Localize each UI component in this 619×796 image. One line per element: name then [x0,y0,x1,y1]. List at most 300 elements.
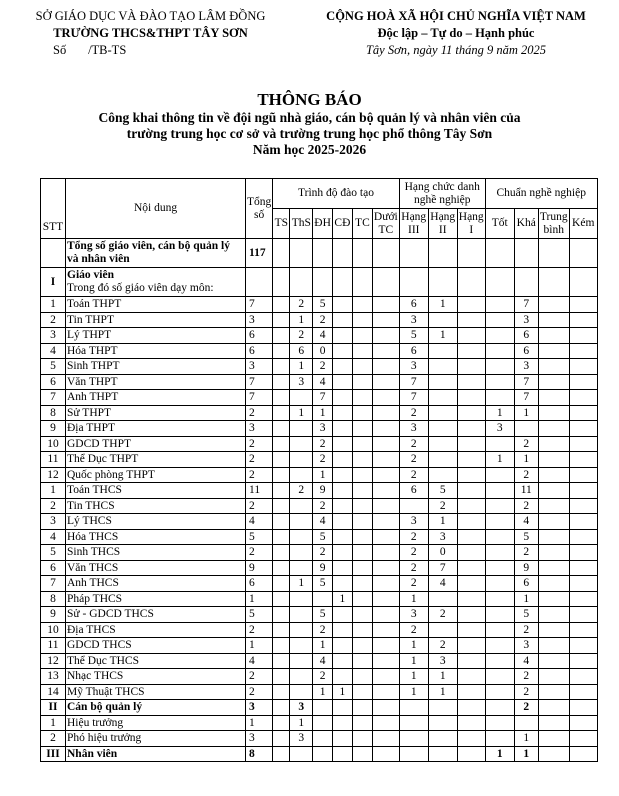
cell-noi-dung: Pháp THCS [66,591,246,607]
cell-noi-dung: Lý THPT [66,328,246,344]
cell-value [457,436,485,452]
cell-value: 3 [290,374,313,390]
cell-value [485,545,514,561]
cell-value [457,452,485,468]
cell-value [372,421,399,437]
table-row [41,545,598,561]
cell-value [399,746,428,762]
cell-value [457,343,485,359]
cell-value: 6 [246,343,273,359]
cell-value [428,343,457,359]
cell-value [428,591,457,607]
table-row [41,390,598,406]
header-left [8,8,293,59]
cell-stt: 6 [41,560,66,576]
cell-value [485,359,514,375]
cell-value: 6 [290,343,313,359]
table-row [41,467,598,483]
cell-value [569,498,597,514]
subheader-col: Hạng I [457,209,485,239]
cell-value: 1 [313,684,333,700]
cell-value: 2 [399,576,428,592]
table-row [41,421,598,437]
cell-value [428,467,457,483]
cell-stt: 3 [41,514,66,530]
cell-value: 3 [313,421,333,437]
cell-value [352,343,372,359]
cell-value [569,374,597,390]
subheader-col: CĐ [332,209,352,239]
cell-value [538,576,569,592]
cell-value [538,239,569,268]
cell-value [352,653,372,669]
cell-value: 1 [514,591,538,607]
cell-value [290,390,313,406]
cell-value: 1 [428,684,457,700]
cell-value: 7 [246,297,273,313]
cell-value [273,297,290,313]
title-line-2: trường trung học cơ sở và trường trung học phổ thông Tây Sơn [126,126,493,141]
cell-value [290,436,313,452]
cell-noi-dung: Sinh THCS [66,545,246,561]
cell-value: 2 [246,452,273,468]
cell-value [538,328,569,344]
cell-value: 4 [246,653,273,669]
cell-value [428,268,457,297]
cell-stt: 7 [41,576,66,592]
cell-value [273,343,290,359]
cell-value [332,343,352,359]
cell-value: 1 [399,638,428,654]
cell-value [485,669,514,685]
cell-value: 2 [313,359,333,375]
subheader-col: Dưới TC [372,209,399,239]
cell-noi-dung: GDCD THPT [66,436,246,452]
cell-value [290,591,313,607]
cell-value: 2 [246,467,273,483]
cell-value: 1 [332,591,352,607]
cell-value [538,607,569,623]
cell-value [569,700,597,716]
cell-stt: 9 [41,421,66,437]
header-trinh-do: Trình độ đào tạo [273,179,399,209]
cell-value [332,374,352,390]
cell-value [569,607,597,623]
cell-value [352,312,372,328]
cell-value [246,268,273,297]
cell-stt: 4 [41,343,66,359]
cell-stt: 9 [41,607,66,623]
cell-value [332,498,352,514]
cell-value: 4 [313,374,333,390]
cell-value [428,359,457,375]
cell-value [372,390,399,406]
cell-value [352,715,372,731]
cell-value [538,483,569,499]
cell-value [332,390,352,406]
cell-value [290,638,313,654]
school-name: TRƯỜNG THCS&THPT TÂY SƠN [53,26,248,40]
cell-value [332,467,352,483]
cell-value [399,268,428,297]
header-noi-dung: Nội dung [66,179,246,239]
cell-value [372,545,399,561]
cell-value: 3 [246,731,273,747]
cell-value [273,390,290,406]
table-row [41,622,598,638]
cell-stt: III [41,746,66,762]
cell-value [352,560,372,576]
cell-value: 5 [514,529,538,545]
cell-value [372,653,399,669]
cell-value: 2 [399,545,428,561]
subheader-col: Tốt [485,209,514,239]
header-hang-chuc-danh: Hạng chức danh nghề nghiệp [399,179,485,209]
cell-value [372,638,399,654]
table-row [41,591,598,607]
cell-value [485,622,514,638]
cell-value: 4 [514,514,538,530]
cell-value [290,684,313,700]
cell-value: 2 [399,405,428,421]
cell-value: 1 [514,452,538,468]
cell-value [457,576,485,592]
table-row [41,731,598,747]
cell-value [457,390,485,406]
cell-value [428,312,457,328]
cell-value: 5 [399,328,428,344]
cell-noi-dung [66,268,246,297]
cell-value [352,607,372,623]
cell-value [457,653,485,669]
cell-value [428,405,457,421]
cell-value [372,297,399,313]
cell-value [538,390,569,406]
cell-value: 3 [399,359,428,375]
table-row [41,239,598,268]
cell-noi-dung: Lý THCS [66,514,246,530]
cell-stt: 2 [41,312,66,328]
cell-value: 6 [399,297,428,313]
cell-value [372,359,399,375]
cell-stt: 8 [41,405,66,421]
cell-value: 4 [313,328,333,344]
cell-value: 1 [485,405,514,421]
cell-value: 3 [399,607,428,623]
cell-value [457,591,485,607]
cell-value: 1 [332,684,352,700]
cell-value: 5 [246,529,273,545]
cell-value: 1 [399,653,428,669]
cell-value: 7 [399,390,428,406]
cell-value [485,343,514,359]
cell-value [332,731,352,747]
cell-value [457,638,485,654]
table-row [41,638,598,654]
cell-stt: 13 [41,669,66,685]
cell-value: 9 [246,560,273,576]
cell-value [352,421,372,437]
cell-value: 2 [246,669,273,685]
cell-value [569,239,597,268]
cell-value: 2 [399,467,428,483]
cell-value: 4 [514,653,538,669]
cell-value [332,560,352,576]
cell-value [485,715,514,731]
cell-noi-dung: Hóa THCS [66,529,246,545]
cell-value [273,591,290,607]
cell-value: 3 [399,514,428,530]
cell-value: 4 [313,514,333,530]
cell-value [273,405,290,421]
cell-stt: 8 [41,591,66,607]
cell-value: 1 [290,715,313,731]
cell-value [372,405,399,421]
cell-value [273,514,290,530]
cell-value: 2 [428,638,457,654]
cell-value: 9 [313,560,333,576]
cell-noi-dung: Văn THCS [66,560,246,576]
cell-value [514,715,538,731]
cell-stt: 1 [41,715,66,731]
cell-value: 2 [313,545,333,561]
cell-value [485,591,514,607]
cell-stt: 4 [41,529,66,545]
cell-value: 3 [428,529,457,545]
cell-value [457,483,485,499]
cell-value [485,560,514,576]
cell-stt: 14 [41,684,66,700]
cell-stt: 2 [41,498,66,514]
cell-noi-dung: Mỹ Thuật THCS [66,684,246,700]
motto: Độc lập – Tự do – Hạnh phúc [377,26,535,40]
cell-value [352,622,372,638]
cell-value [352,467,372,483]
cell-value [372,343,399,359]
cell-value [372,467,399,483]
cell-value [428,374,457,390]
cell-value: 7 [514,390,538,406]
cell-value [313,746,333,762]
cell-value [514,268,538,297]
cell-stt: 3 [41,328,66,344]
cell-value [538,622,569,638]
cell-value [428,436,457,452]
cell-value [372,669,399,685]
cell-value: 1 [399,684,428,700]
cell-value: 7 [246,374,273,390]
cell-noi-dung: Tổng số giáo viên, cán bộ quản lý và nhân viên [66,239,246,268]
cell-value [273,700,290,716]
cell-value [313,268,333,297]
table-row [41,746,598,762]
cell-value [290,653,313,669]
cell-value: 3 [399,312,428,328]
cell-value [352,529,372,545]
cell-value [332,483,352,499]
cell-value [569,514,597,530]
cell-value [569,638,597,654]
cell-value [428,715,457,731]
cell-value: 2 [514,498,538,514]
table-row [41,498,598,514]
table-row [41,514,598,530]
cell-value [290,268,313,297]
cell-value [273,669,290,685]
cell-value [485,297,514,313]
cell-noi-dung: Hóa THPT [66,343,246,359]
cell-value: 2 [290,328,313,344]
cell-value [352,669,372,685]
cell-value: 1 [313,405,333,421]
cell-stt: II [41,700,66,716]
cell-noi-dung: Nhân viên [66,746,246,762]
cell-value [428,746,457,762]
cell-noi-dung: Tin THPT [66,312,246,328]
cell-value [569,390,597,406]
cell-value [332,239,352,268]
cell-value: 2 [313,312,333,328]
table-row [41,560,598,576]
cell-value [273,452,290,468]
cell-value [569,359,597,375]
cell-value [428,239,457,268]
cell-value [352,239,372,268]
cell-value [457,545,485,561]
cell-value [273,715,290,731]
cell-stt [41,239,66,268]
cell-value [332,529,352,545]
table-row [41,483,598,499]
cell-value [332,297,352,313]
cell-value [352,576,372,592]
cell-noi-dung: Thể Dục THPT [66,452,246,468]
cell-value [457,746,485,762]
cell-value [273,328,290,344]
cell-value [538,374,569,390]
table-row [41,529,598,545]
cell-value: 2 [290,483,313,499]
cell-value [332,312,352,328]
subheader-col: Khá [514,209,538,239]
cell-value [332,576,352,592]
cell-value: 1 [428,297,457,313]
cell-value [332,421,352,437]
cell-value [372,328,399,344]
cell-noi-dung: Cán bộ quản lý [66,700,246,716]
cell-noi-dung: GDCD THCS [66,638,246,654]
subheader-col: TS [273,209,290,239]
cell-value [372,452,399,468]
cell-value [273,374,290,390]
cell-value: 2 [290,297,313,313]
cell-value [538,343,569,359]
table-row [41,328,598,344]
cell-value: 1 [514,405,538,421]
cell-value [538,560,569,576]
cell-value [569,653,597,669]
cell-value [332,436,352,452]
cell-value [485,576,514,592]
cell-value: 2 [514,669,538,685]
cell-value: 2 [313,669,333,685]
cell-value: 0 [428,545,457,561]
cell-value [569,297,597,313]
cell-value [538,638,569,654]
cell-value [273,436,290,452]
cell-value [290,622,313,638]
cell-value: 1 [399,591,428,607]
cell-value [538,591,569,607]
cell-value: 5 [313,576,333,592]
cell-value [313,715,333,731]
cell-stt: 10 [41,436,66,452]
cell-noi-dung: Toán THCS [66,483,246,499]
cell-value [428,390,457,406]
cell-value [273,653,290,669]
cell-stt: 5 [41,359,66,375]
cell-value [332,715,352,731]
cell-value [538,731,569,747]
cell-stt: 2 [41,731,66,747]
cell-value: 5 [313,607,333,623]
cell-value: 2 [428,498,457,514]
cell-value: 1 [485,452,514,468]
cell-value [372,622,399,638]
table-row [41,607,598,623]
cell-value [485,312,514,328]
cell-value [457,421,485,437]
cell-value [273,467,290,483]
cell-value: 4 [428,576,457,592]
cell-value [457,607,485,623]
cell-value [372,715,399,731]
cell-value: 2 [313,498,333,514]
cell-value [372,483,399,499]
cell-value: 2 [246,545,273,561]
cell-value: 8 [246,746,273,762]
cell-value: 11 [246,483,273,499]
cell-value [569,328,597,344]
table-row [41,700,598,716]
cell-noi-dung: Anh THPT [66,390,246,406]
date-line: Tây Sơn, ngày 11 tháng 9 năm 2025 [365,43,547,57]
cell-noi-dung: Sinh THPT [66,359,246,375]
table-row [41,576,598,592]
cell-value [332,405,352,421]
cell-value [457,268,485,297]
cell-value [290,746,313,762]
cell-noi-dung: Sử THPT [66,405,246,421]
cell-value [457,374,485,390]
cell-value [569,622,597,638]
cell-value: 3 [246,421,273,437]
cell-value [273,483,290,499]
cell-noi-dung: Địa THPT [66,421,246,437]
cell-value: 2 [514,545,538,561]
cell-value [457,405,485,421]
cell-value [352,328,372,344]
cell-value: 2 [246,498,273,514]
cell-value [569,467,597,483]
cell-value [290,529,313,545]
cell-noi-dung-main: Giáo viên [67,269,114,281]
cell-value: 2 [514,436,538,452]
cell-value [457,684,485,700]
cell-value [372,514,399,530]
table-row [41,312,598,328]
cell-value: 2 [514,467,538,483]
